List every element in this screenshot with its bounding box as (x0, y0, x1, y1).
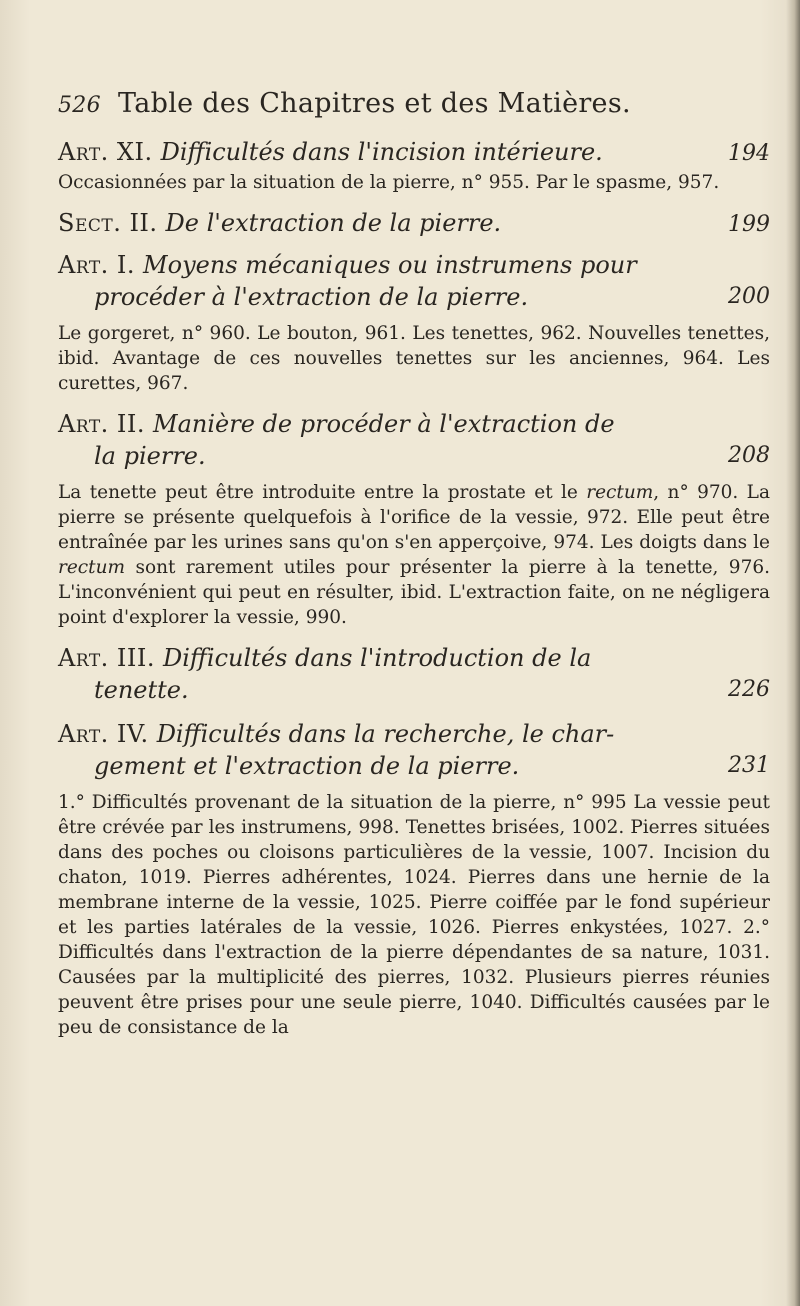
entry-title: Difficultés dans l'incision intérieure. (160, 138, 603, 166)
entry-title-cont: procéder à l'extraction de la pierre. (94, 283, 529, 311)
text-part: , n° 970. La pierre se présente quelquefois à l'orifice de la vessie, 972. Elle peut être entraînée par les urines sans qu'on s'en apperçoive, 974. Les doigts dans le (58, 482, 770, 553)
entry-title: Moyens mécaniques ou instrumens pour (143, 251, 637, 279)
entry-title: Difficultés dans la recherche, le char- (156, 720, 615, 748)
entry-text (58, 480, 770, 630)
entry-page: 200 (728, 284, 770, 309)
entry-text: 1.° Difficultés provenant de la situation de la pierre, n° 995 La vessie peut être crévée par les instrumens, 998. Tenettes brisées, 1002. Pierres situées dans des poches ou cloisons particulières de la vessie, 1007. Incision du chaton, 1019. Pierres adhérentes, 1024. Pierres dans une hernie de la membrane interne de la vessie, 1025. Pierre coiffée par le fond supérieur et les parties latérales de la vessie, 1026. Pierres enkystées, 1027. 2.° Difficultés dans l'extraction de la pierre dépendantes de sa nature, 1031. Causées par la multiplicité des pierres, 1032. Plusieurs pierres réunies peuvent être prises pour une seule pierre, 1040. Difficultés causées par le peu de consistance de la (58, 792, 770, 1038)
running-head (58, 88, 770, 128)
entry-title: De l'extraction de la pierre. (165, 209, 502, 237)
entry-label: Sect. II. (58, 209, 158, 237)
entry-label: Art. IV. (58, 720, 149, 748)
entry-text: Occasionnées par la situation de la pierre, n° 955. Par le spasme, 957. (58, 172, 720, 193)
page-edge (786, 0, 800, 1306)
entry-page: 199 (728, 212, 770, 237)
entry-heading-art-iv (58, 718, 770, 782)
entry-label: Art. I. (58, 251, 136, 279)
running-title: Table des Chapitres et des Matières. (118, 88, 631, 119)
entry-heading-art-iii (58, 642, 770, 706)
entry-title: Difficultés dans l'introduction de la (163, 644, 592, 672)
entry-page: 231 (728, 753, 770, 778)
entry-title-cont: tenette. (94, 676, 189, 704)
page-number: 526 (58, 93, 101, 118)
entry-label: Art. III. (58, 644, 155, 672)
text-part-italic: rectum (58, 557, 126, 578)
entry-heading-art-ii (58, 408, 770, 472)
entry-label: Art. II. (58, 410, 146, 438)
entry-heading-art-xi (58, 136, 770, 170)
text-part: sont rarement utiles pour présenter la pierre à la tenette, 976. L'inconvénient qui peut en résulter, ibid. L'extraction faite, on ne négligera point d'explorer la vessie, 990. (58, 557, 770, 628)
page-content (58, 88, 770, 1040)
entry-page: 226 (728, 677, 770, 702)
entry-heading-art-i (58, 249, 770, 313)
entry-page: 194 (728, 141, 770, 166)
entry-title-cont: gement et l'extraction de la pierre. (94, 752, 520, 780)
entry-label: Art. XI. (58, 138, 153, 166)
entry-title: Manière de procéder à l'extraction de (153, 410, 615, 438)
text-part-italic: rectum (586, 482, 654, 503)
entry-text: Le gorgeret, n° 960. Le bouton, 961. Les tenettes, 962. Nouvelles tenettes, ibid. Avantage de ces nouvelles tenettes sur les anciennes, 964. Les curettes, 967. (58, 323, 770, 394)
entry-page: 208 (728, 443, 770, 468)
text-part: La tenette peut être introduite entre la prostate et le (58, 482, 587, 503)
entry-title-cont: la pierre. (94, 442, 206, 470)
section-heading-sect-ii (58, 207, 770, 241)
